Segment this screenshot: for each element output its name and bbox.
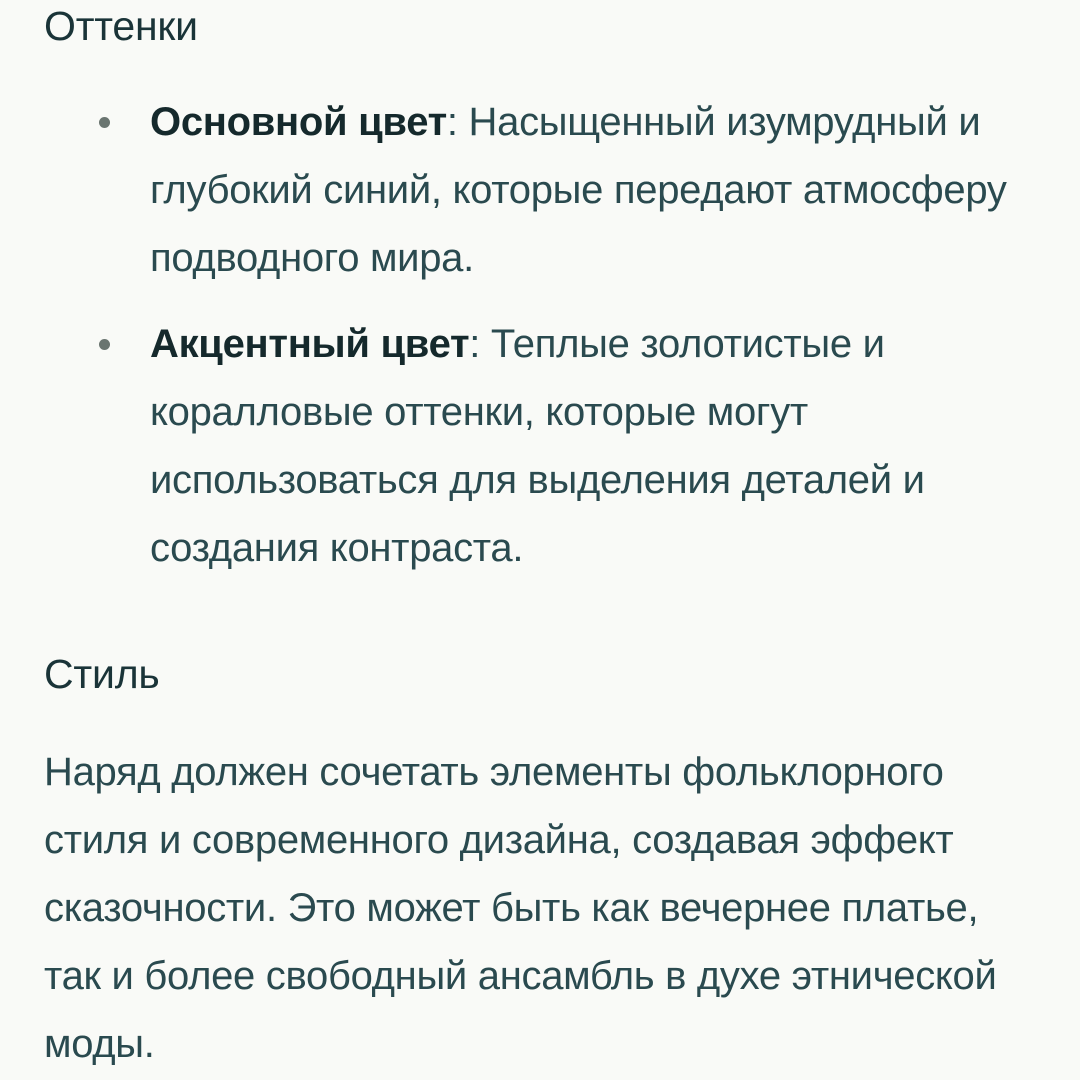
heading-shades: Оттенки bbox=[44, 3, 198, 49]
list-item-accent-color bbox=[0, 310, 1080, 582]
term-primary-color: Основной цвет bbox=[150, 100, 447, 144]
description-primary-color: Насыщенный изумрудный и глубокий синий, которые передают атмосферу подводного мира. bbox=[150, 100, 1007, 280]
bullet-icon bbox=[99, 339, 110, 350]
description-accent-color: Теплые золотистые и коралловые оттенки, которые могут использоваться для выделения деталей и создания контраста. bbox=[150, 322, 925, 570]
bullet-icon bbox=[99, 117, 110, 128]
shades-list bbox=[0, 88, 1080, 582]
term-accent-color: Акцентный цвет bbox=[150, 322, 470, 366]
heading-style: Стиль bbox=[44, 651, 160, 697]
term-separator: : bbox=[446, 100, 458, 144]
list-item-primary-color bbox=[0, 88, 1080, 292]
term-separator: : bbox=[469, 322, 481, 366]
style-paragraph: Наряд должен сочетать элементы фольклорного стиля и современного дизайна, создавая эффект сказочности. Это может быть как вечернее платье, так и более свободный ансамбль в духе этнической моды. bbox=[44, 750, 997, 1066]
